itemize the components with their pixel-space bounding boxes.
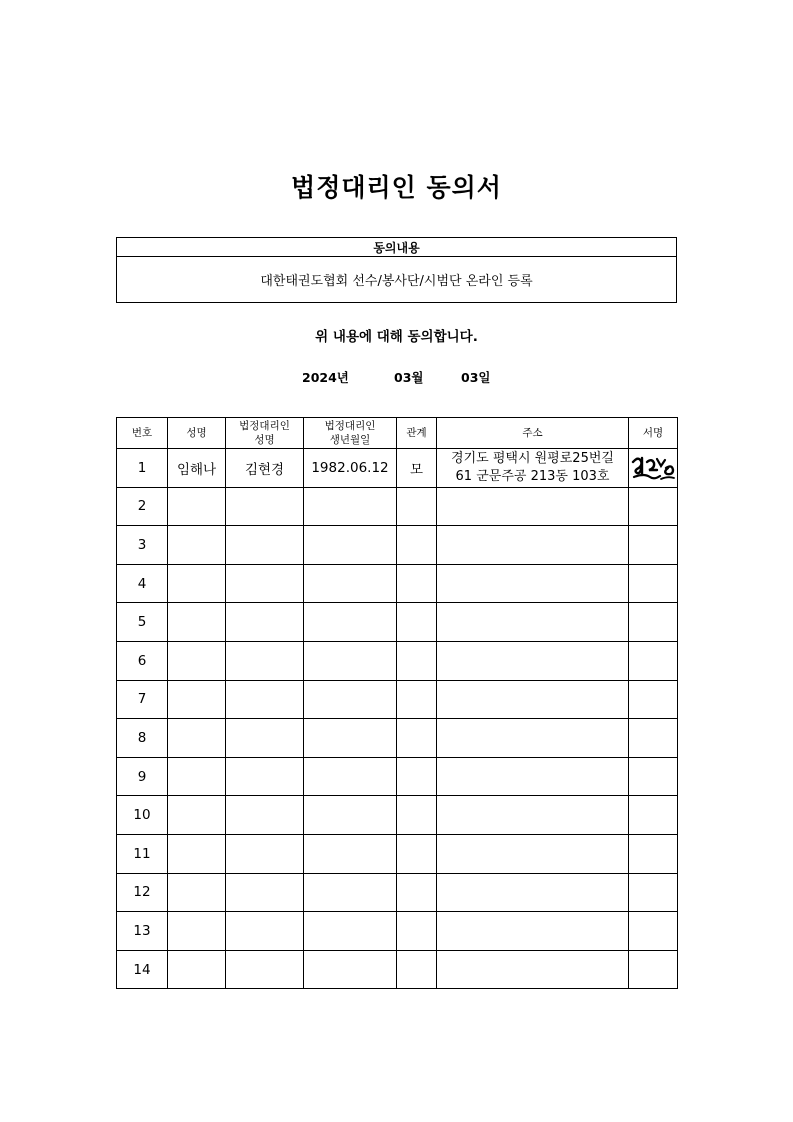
cell-guardian-name <box>226 757 304 796</box>
cell-guardian-birth <box>304 564 397 603</box>
table-row <box>117 950 678 989</box>
cell-signature <box>629 487 678 526</box>
cell-name <box>168 719 226 758</box>
cell-signature <box>629 526 678 565</box>
cell-no: 2 <box>117 487 168 526</box>
cell-signature <box>629 449 678 488</box>
cell-guardian-birth <box>304 757 397 796</box>
cell-relation <box>397 757 437 796</box>
agreement-statement: 위 내용에 대해 동의합니다. <box>315 329 478 345</box>
cell-guardian-name <box>226 641 304 680</box>
cell-guardian-birth <box>304 526 397 565</box>
header-guardian-name <box>226 418 304 449</box>
cell-signature <box>629 796 678 835</box>
cell-guardian-name <box>226 912 304 951</box>
consent-header: 동의내용 <box>117 238 677 257</box>
cell-guardian-birth <box>304 796 397 835</box>
cell-guardian-birth <box>304 719 397 758</box>
cell-relation <box>397 834 437 873</box>
cell-relation <box>397 641 437 680</box>
cell-guardian-birth <box>304 603 397 642</box>
cell-guardian-name <box>226 719 304 758</box>
header-no: 번호 <box>117 418 168 449</box>
header-guardian-birth <box>304 418 397 449</box>
cell-no: 6 <box>117 641 168 680</box>
cell-name <box>168 641 226 680</box>
cell-relation <box>397 680 437 719</box>
cell-relation <box>397 719 437 758</box>
header-name: 성명 <box>168 418 226 449</box>
cell-guardian-name: 김현경 <box>226 449 304 488</box>
cell-guardian-name <box>226 603 304 642</box>
cell-guardian-birth <box>304 680 397 719</box>
cell-signature <box>629 950 678 989</box>
cell-relation <box>397 487 437 526</box>
date-day: 03일 <box>461 370 491 385</box>
cell-guardian-birth <box>304 487 397 526</box>
cell-relation <box>397 526 437 565</box>
cell-relation <box>397 564 437 603</box>
cell-address <box>437 680 629 719</box>
cell-address <box>437 873 629 912</box>
cell-signature <box>629 680 678 719</box>
cell-name <box>168 526 226 565</box>
header-relation: 관계 <box>397 418 437 449</box>
cell-address <box>437 526 629 565</box>
cell-relation: 모 <box>397 449 437 488</box>
table-row <box>117 603 678 642</box>
cell-no: 12 <box>117 873 168 912</box>
table-row <box>117 680 678 719</box>
cell-name <box>168 680 226 719</box>
table-row <box>117 526 678 565</box>
cell-no: 9 <box>117 757 168 796</box>
cell-relation <box>397 873 437 912</box>
table-row <box>117 641 678 680</box>
header-guardian-name-line2: 성명 <box>254 434 275 446</box>
cell-address <box>437 564 629 603</box>
cell-relation <box>397 603 437 642</box>
table-row <box>117 719 678 758</box>
cell-address <box>437 796 629 835</box>
cell-signature <box>629 641 678 680</box>
cell-no: 10 <box>117 796 168 835</box>
table-header-row <box>117 418 678 449</box>
cell-signature <box>629 757 678 796</box>
table-row <box>117 912 678 951</box>
cell-name <box>168 950 226 989</box>
cell-no: 7 <box>117 680 168 719</box>
table-row <box>117 873 678 912</box>
cell-no: 1 <box>117 449 168 488</box>
cell-guardian-name <box>226 834 304 873</box>
header-guardian-birth-line1: 법정대리인 <box>324 420 376 432</box>
cell-name <box>168 757 226 796</box>
cell-address <box>437 950 629 989</box>
cell-name <box>168 834 226 873</box>
cell-relation <box>397 912 437 951</box>
address-line2: 61 군문주공 213동 103호 <box>455 468 610 484</box>
cell-guardian-birth <box>304 912 397 951</box>
cell-address <box>437 449 629 488</box>
header-signature: 서명 <box>629 418 678 449</box>
cell-name: 임해나 <box>168 449 226 488</box>
cell-name <box>168 487 226 526</box>
cell-address <box>437 641 629 680</box>
cell-signature <box>629 603 678 642</box>
cell-address <box>437 719 629 758</box>
guardian-table <box>116 417 678 989</box>
cell-guardian-name <box>226 873 304 912</box>
cell-no: 14 <box>117 950 168 989</box>
cell-guardian-name <box>226 487 304 526</box>
cell-name <box>168 796 226 835</box>
cell-signature <box>629 719 678 758</box>
cell-guardian-birth: 1982.06.12 <box>304 449 397 488</box>
date-year: 2024년 <box>302 370 349 385</box>
cell-name <box>168 912 226 951</box>
cell-guardian-name <box>226 950 304 989</box>
cell-address <box>437 757 629 796</box>
date-month: 03월 <box>394 370 424 385</box>
cell-signature <box>629 912 678 951</box>
table-row <box>117 757 678 796</box>
header-guardian-name-line1: 법정대리인 <box>239 420 290 432</box>
cell-guardian-name <box>226 680 304 719</box>
cell-guardian-birth <box>304 641 397 680</box>
cell-relation <box>397 796 437 835</box>
cell-name <box>168 564 226 603</box>
cell-relation <box>397 950 437 989</box>
cell-address <box>437 487 629 526</box>
cell-address <box>437 834 629 873</box>
cell-guardian-birth <box>304 873 397 912</box>
header-address: 주소 <box>437 418 629 449</box>
table-row <box>117 834 678 873</box>
signature-image <box>630 453 676 483</box>
table-row <box>117 449 678 488</box>
cell-no: 11 <box>117 834 168 873</box>
cell-signature <box>629 873 678 912</box>
cell-address <box>437 912 629 951</box>
address-line1: 경기도 평택시 원평로25번길 <box>451 450 614 466</box>
cell-no: 5 <box>117 603 168 642</box>
cell-no: 8 <box>117 719 168 758</box>
header-guardian-birth-line2: 생년월일 <box>329 434 371 446</box>
cell-signature <box>629 834 678 873</box>
cell-signature <box>629 564 678 603</box>
consent-box <box>116 237 677 303</box>
cell-no: 13 <box>117 912 168 951</box>
cell-no: 4 <box>117 564 168 603</box>
cell-name <box>168 873 226 912</box>
table-row <box>117 796 678 835</box>
cell-guardian-name <box>226 564 304 603</box>
cell-no: 3 <box>117 526 168 565</box>
document-title: 법정대리인 동의서 <box>291 173 502 202</box>
cell-name <box>168 603 226 642</box>
cell-guardian-name <box>226 796 304 835</box>
cell-guardian-birth <box>304 950 397 989</box>
table-row <box>117 487 678 526</box>
cell-guardian-name <box>226 526 304 565</box>
table-row <box>117 564 678 603</box>
cell-address <box>437 603 629 642</box>
cell-guardian-birth <box>304 834 397 873</box>
consent-content: 대한태권도협회 선수/봉사단/시범단 온라인 등록 <box>117 257 677 303</box>
